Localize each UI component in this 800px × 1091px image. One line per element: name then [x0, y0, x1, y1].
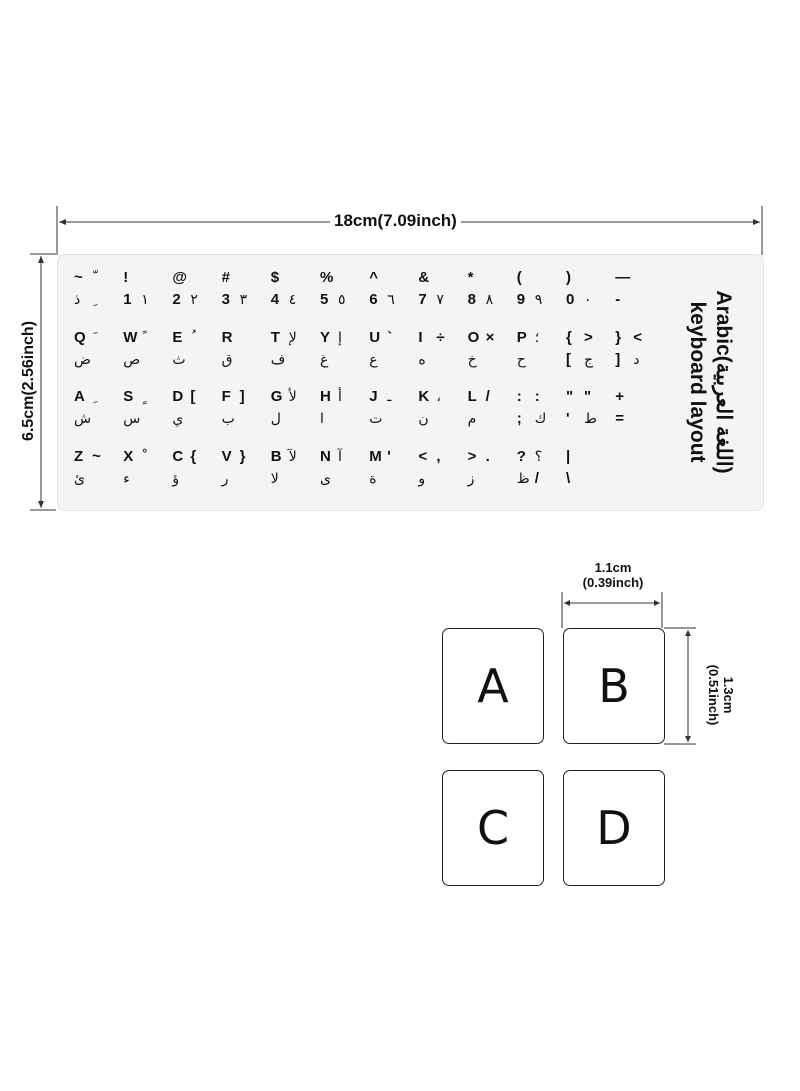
key-legend-tl: Q [74, 328, 86, 346]
key-legend-tl: S [123, 388, 134, 405]
width-label: 18cm(7.09inch) [330, 211, 461, 231]
key-legend-tl: C [172, 447, 184, 465]
key-legend-bl: ا [320, 411, 324, 427]
key-r1-c5 [267, 265, 313, 315]
key-legend-tl: { [566, 328, 572, 346]
key-height-label [706, 650, 736, 740]
key-r3-c6 [316, 384, 362, 434]
sample-key-a: A [442, 628, 544, 744]
key-legend-tl: Z [74, 447, 84, 465]
key-r3-c8 [414, 384, 460, 434]
key-legend-tr: . [485, 447, 490, 465]
key-r3-c4 [218, 384, 264, 434]
key-r4-c3 [168, 444, 214, 494]
key-legend-bl: ف [270, 351, 286, 368]
key-legend-bl: 3 [221, 291, 230, 308]
key-legend-tr: / [485, 388, 490, 405]
key-legend-tr: > [584, 328, 593, 346]
key-legend-bl: ى [320, 470, 331, 487]
key-legend-tr: ÷ [436, 328, 445, 346]
key-legend-tr: × [485, 328, 495, 346]
key-legend-bl: ث [172, 351, 186, 368]
key-r1-c10 [513, 265, 559, 315]
key-legend-tl: M [369, 447, 382, 465]
key-legend-tr: } [239, 447, 246, 465]
key-legend-br: ٢ [190, 292, 198, 308]
key-legend-tr: ] [239, 388, 245, 405]
key-r2-c1 [70, 325, 116, 375]
key-legend-bl: غ [320, 351, 329, 368]
key-r2-c2 [119, 325, 165, 375]
key-legend-bl: - [615, 291, 621, 308]
key-r1-c1 [70, 265, 116, 315]
key-width-line-2: (0.39inch) [582, 575, 644, 590]
key-legend-tl: J [369, 388, 378, 405]
key-legend-bl: ئ [74, 470, 85, 487]
key-r2-c5 [267, 325, 313, 375]
key-legend-bl: ر [221, 470, 229, 487]
key-legend-bl: ; [516, 410, 522, 427]
key-r4-c11 [562, 444, 608, 494]
key-legend-tl: I [418, 328, 423, 346]
key-r3-c10 [513, 384, 559, 434]
key-r1-c12 [611, 265, 657, 315]
key-r1-c6 [316, 265, 362, 315]
key-r4-c2 [119, 444, 165, 494]
key-legend-bl: ي [172, 411, 184, 427]
key-legend-bl: [ [566, 350, 571, 368]
key-legend-br: ٦ [387, 292, 395, 308]
key-legend-tl: ) [566, 269, 571, 286]
key-legend-bl: 6 [369, 291, 378, 308]
key-legend-br: ٣ [239, 292, 248, 308]
key-legend-bl: ن [418, 411, 429, 427]
key-legend-bl: ؤ [172, 470, 180, 487]
key-legend-tl: L [467, 388, 477, 405]
key-r4-c10 [513, 444, 559, 494]
key-legend-tl: ~ [74, 269, 83, 286]
key-legend-tl: O [467, 328, 480, 346]
key-legend-bl: ة [369, 470, 377, 487]
key-r1-c4 [218, 265, 264, 315]
key-legend-tl: G [270, 388, 283, 405]
key-legend-bl: 8 [467, 291, 476, 308]
key-legend-bl: ل [270, 411, 281, 427]
key-legend-tl: ^ [369, 269, 378, 286]
key-legend-tr: ؛ [534, 329, 540, 346]
title-line-1: Arabic(اللغة العربية) [712, 290, 735, 474]
key-legend-tr: { [190, 447, 197, 465]
key-r3-c3 [168, 384, 214, 434]
key-r3-c11 [562, 384, 608, 434]
key-legend-tl: P [516, 328, 527, 346]
key-legend-tl: A [74, 388, 85, 405]
sample-key-d: D [563, 770, 665, 886]
key-legend-tl: Y [320, 328, 331, 346]
key-r2-c4 [218, 325, 264, 375]
key-legend-tr: : [534, 388, 540, 405]
key-r3-c7 [365, 384, 411, 434]
key-r2-c3 [168, 325, 214, 375]
key-legend-tl: @ [172, 269, 188, 286]
key-legend-tl: & [418, 269, 430, 286]
key-legend-tr: ' [387, 447, 391, 465]
key-r3-c2 [119, 384, 165, 434]
key-legend-bl: 0 [566, 291, 575, 308]
key-legend-tl: ( [516, 269, 522, 286]
key-legend-tl: V [221, 447, 232, 465]
key-legend-bl: ] [615, 350, 621, 368]
key-legend-br: / [534, 469, 539, 487]
key-legend-tr: ` [387, 328, 393, 346]
key-legend-tl: } [615, 328, 622, 346]
key-legend-bl: ء [123, 470, 130, 487]
key-legend-tl: W [123, 328, 138, 346]
key-legend-br: ٨ [485, 292, 494, 308]
key-r3-c12 [611, 384, 657, 434]
key-r2-c8 [414, 325, 460, 375]
key-legend-br: ٠ [584, 292, 592, 308]
key-legend-bl: = [615, 410, 624, 427]
key-legend-bl: ذ [74, 292, 81, 308]
key-legend-tr: < [633, 328, 642, 346]
key-legend-br: ك [534, 411, 547, 427]
key-r1-c9 [464, 265, 510, 315]
key-r3-c9 [464, 384, 510, 434]
key-height-line-2: (0.51inch) [706, 664, 721, 726]
key-legend-tr: لأ [288, 389, 297, 405]
key-legend-tl: + [615, 388, 624, 405]
key-legend-tr: آ [338, 448, 342, 465]
key-legend-br: ج [584, 351, 594, 368]
key-legend-bl: م [467, 411, 477, 427]
key-r2-c9 [464, 325, 510, 375]
key-legend-bl: 1 [123, 291, 132, 308]
key-r4-c8 [414, 444, 460, 494]
key-legend-br: ٤ [288, 292, 297, 308]
key-r1-c2 [119, 265, 165, 315]
key-legend-tl: N [320, 447, 331, 465]
key-height-line-1: 1.3cm [721, 676, 736, 714]
key-legend-br: ٥ [338, 292, 346, 308]
key-r4-c4 [218, 444, 264, 494]
key-legend-tl: X [123, 447, 134, 465]
key-legend-tl: B [270, 447, 282, 465]
key-r4-c1 [70, 444, 116, 494]
key-legend-tr: ، [436, 389, 441, 405]
key-legend-tl: > [467, 447, 477, 465]
key-r4-c6 [316, 444, 362, 494]
key-r2-c12 [611, 325, 657, 375]
key-legend-tl: R [221, 328, 233, 346]
key-r3-c1 [70, 384, 116, 434]
key-legend-tr: أ [338, 389, 342, 405]
key-r1-c11 [562, 265, 608, 315]
key-legend-tl: : [516, 388, 522, 405]
key-legend-bl: 9 [516, 291, 526, 308]
key-legend-bl: 4 [270, 291, 280, 308]
key-legend-bl: س [123, 411, 141, 427]
key-legend-bl: ح [516, 351, 526, 368]
key-legend-tr: ؟ [534, 448, 543, 465]
key-legend-tr: لآ [288, 448, 297, 465]
key-legend-br: ٩ [534, 292, 543, 308]
key-legend-bl: لا [270, 470, 279, 487]
key-legend-bl: ظ [516, 470, 530, 487]
key-legend-tl: H [320, 388, 331, 405]
key-r3-c5 [267, 384, 313, 434]
height-label: 6.5cm(2.56inch) [20, 317, 38, 445]
key-legend-bl: ت [369, 411, 383, 427]
key-legend-tl: $ [270, 269, 280, 286]
key-legend-tr: ـ [387, 389, 392, 405]
key-legend-tl: K [418, 388, 430, 405]
key-legend-bl: ص [123, 351, 141, 368]
key-legend-bl: \ [566, 469, 571, 487]
key-r1-c7 [365, 265, 411, 315]
key-legend-tl: < [418, 447, 428, 465]
layout-title [660, 262, 760, 502]
key-legend-bl: 7 [418, 291, 427, 308]
key-legend-tr: إ [338, 329, 342, 346]
key-legend-tr: ~ [92, 447, 101, 465]
key-legend-br: ط [584, 411, 597, 427]
key-legend-tl: T [270, 328, 280, 346]
key-legend-bl: ق [221, 351, 233, 368]
key-legend-tl: U [369, 328, 381, 346]
key-legend-br: ١ [141, 292, 149, 308]
key-legend-bl: ع [369, 351, 378, 368]
key-legend-bl: ' [566, 410, 570, 427]
key-legend-bl: ه [418, 351, 426, 368]
key-legend-bl: خ [467, 351, 477, 368]
key-legend-tl: * [467, 269, 474, 286]
key-legend-bl: ب [221, 411, 235, 427]
key-legend-br: د [633, 351, 640, 368]
key-r2-c10 [513, 325, 559, 375]
key-r4-c7 [365, 444, 411, 494]
key-legend-tr: لإ [288, 329, 297, 346]
key-legend-tl: E [172, 328, 183, 346]
title-line-2: keyboard layout [686, 301, 709, 463]
key-legend-tl: — [615, 269, 631, 286]
key-r2-c7 [365, 325, 411, 375]
key-legend-bl: 2 [172, 291, 181, 308]
key-r2-c11 [562, 325, 608, 375]
key-legend-tr: " [584, 388, 592, 405]
key-legend-tl: " [566, 388, 574, 405]
key-legend-bl: ش [74, 411, 92, 427]
key-legend-tr: , [436, 447, 441, 465]
key-legend-tl: | [566, 447, 571, 465]
key-r1-c8 [414, 265, 460, 315]
key-legend-br: ٧ [436, 292, 444, 308]
key-legend-tl: F [221, 388, 231, 405]
key-legend-bl: ز [467, 470, 475, 487]
key-r4-c9 [464, 444, 510, 494]
key-width-line-1: 1.1cm [594, 560, 632, 575]
sample-key-c: C [442, 770, 544, 886]
key-r2-c6 [316, 325, 362, 375]
sample-key-b: B [563, 628, 665, 744]
key-legend-tl: ! [123, 269, 129, 286]
key-legend-bl: و [418, 470, 426, 487]
key-legend-tr: [ [190, 388, 196, 405]
key-legend-bl: 5 [320, 291, 329, 308]
key-legend-tl: D [172, 388, 184, 405]
key-legend-tl: # [221, 269, 230, 286]
key-width-label [568, 560, 658, 590]
key-legend-tl: ? [516, 447, 526, 465]
key-r1-c3 [168, 265, 214, 315]
key-r4-c5 [267, 444, 313, 494]
key-legend-tl: % [320, 269, 334, 286]
key-legend-bl: ض [74, 351, 91, 368]
